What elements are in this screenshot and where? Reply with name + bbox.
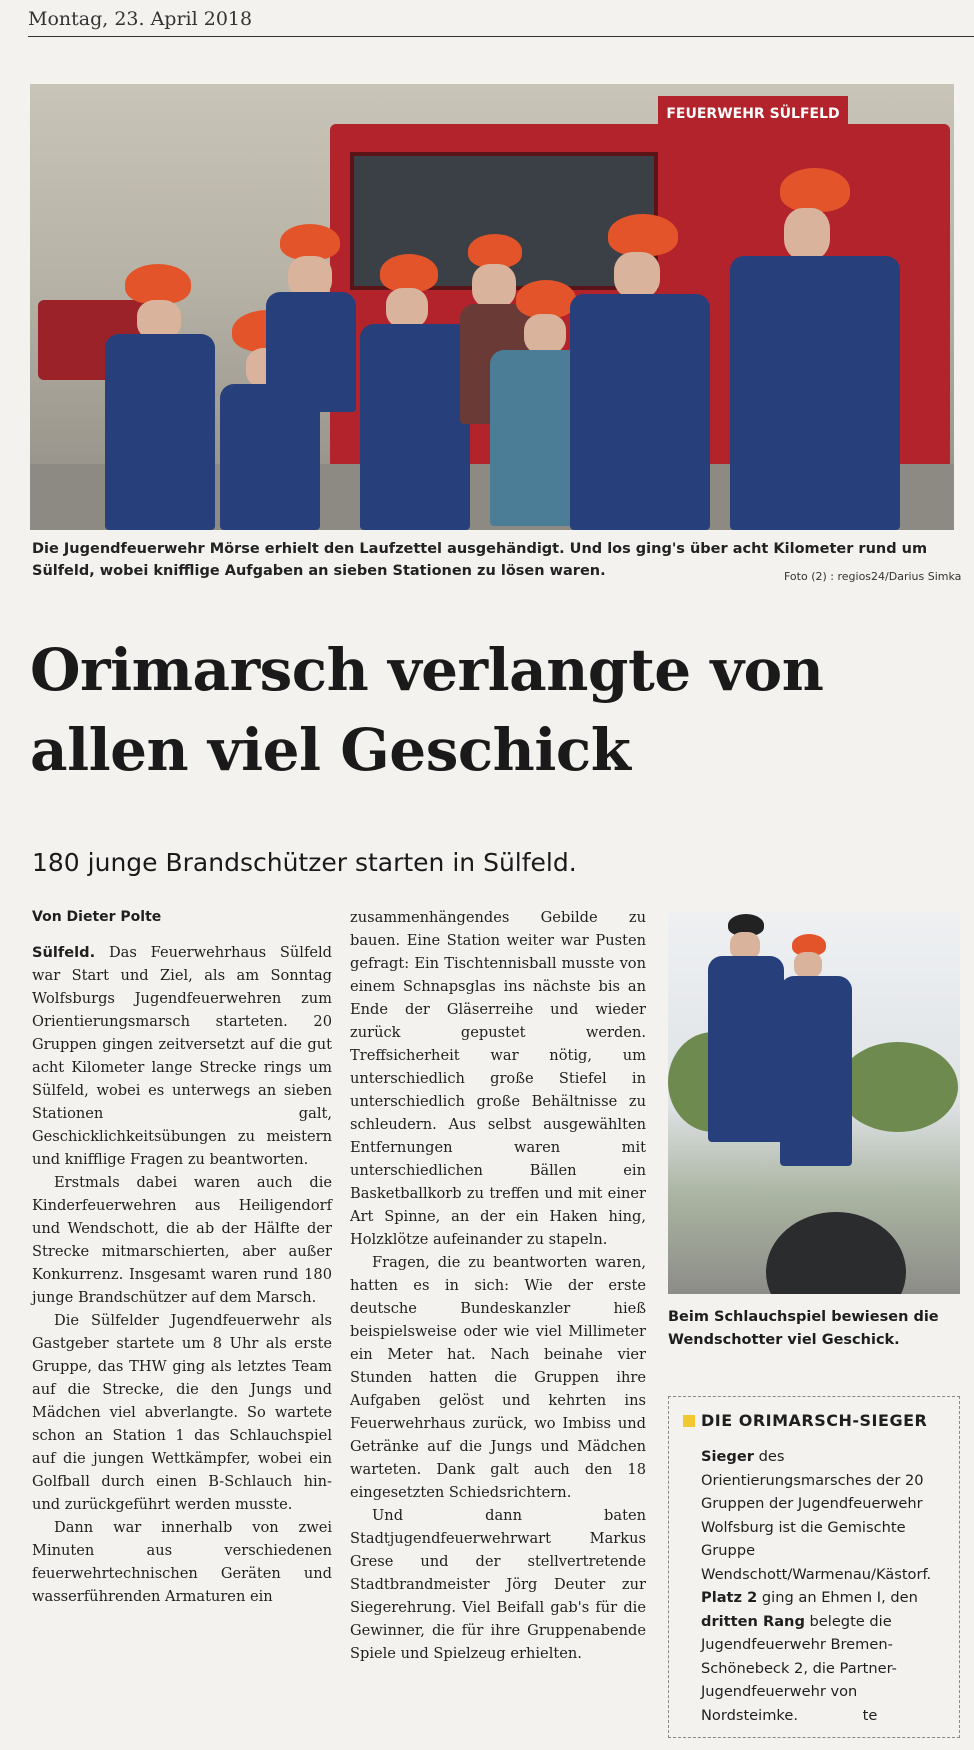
issue-date: Montag, 23. April 2018 (28, 8, 253, 30)
winners-box-title: DIE ORIMARSCH-SIEGER (683, 1411, 927, 1430)
side-photo-caption: Beim Schlauchspiel bewiesen die Wendschotter viel Geschick. (668, 1309, 939, 1348)
winners-box (668, 1396, 960, 1738)
paragraph: Sülfeld. Das Feuerwehrhaus Sülfeld war Start und Ziel, als am Sonntag Wolfsburgs Jugendfeuerwehren zum Orientierungsmarsch starteten. 20 Gruppen gingen zeitversetzt auf die gut acht Kilometer lange Strecke rings um Sülfeld, wobei es unterwegs an sieben Stationen galt, Geschicklichkeitsübungen zu meistern und knifflige Fragen zu beantworten. (32, 944, 333, 1168)
article-column-1 (32, 906, 332, 1608)
tree (838, 1042, 958, 1132)
winners-box-text: Sieger des Orientierungsmarsches der 20 Gruppen der Jugendfeuerwehr Wolfsburg ist die Gemischte Gruppe Wendschott/Warmenau/Kästorf. Platz 2 ging an Ehmen I, den dritten Rang belegte die Jugendfeuerwehr Bremen-Schönebeck 2, die Partner-Jugendfeuerwehr von Nordsteimke. te (701, 1448, 932, 1724)
paragraph: zusammenhängendes Gebilde zu bauen. Eine Station weiter war Pusten gefragt: Ein Tischtennisball musste von einem Schnapsglas ins nächste bis an Ende der Gläserreihe und wieder zurück gepustet werden. Treffsicherheit war nötig, um unterschiedlich große Stiefel in unterschiedlich große Behältnisse zu schleudern. Aus selbst ausgewählten Entfernungen waren mit unterschiedlichen Bällen ein Basketballkorb zu treffen und mit einer Art Spinne, an der ein Haken hing, Holzklötze aufeinander zu stapeln. (350, 909, 646, 1248)
fire-station-sign: FEUERWEHR SÜLFELD (658, 96, 848, 132)
paragraph: Die Sülfelder Jugendfeuerwehr als Gastgeber startete um 8 Uhr als erste Gruppe, das THW ging als letztes Team auf die Strecke, die den Jungs und Mädchen viel abverlangte. So wartete schon an Station 1 das Schlauchspiel auf die jungen Wettkämpfer, wobei ein Golfball durch einen B-Schlauch hin- und zurückgeführt werden musste. (32, 1312, 332, 1513)
side-photo (668, 912, 960, 1294)
photo-credit: Foto (2) : regios24/Darius Simka (784, 570, 962, 583)
article-subhead: 180 junge Brandschützer starten in Sülfeld. (32, 848, 577, 877)
yellow-square-icon (683, 1415, 695, 1427)
hose-nozzle (766, 1212, 906, 1294)
main-photo-caption: Die Jugendfeuerwehr Mörse erhielt den Laufzettel ausgehändigt. Und los ging's über acht Kilometer rund um Sülfeld, wobei knifflige Aufgaben an sieben Stationen zu lösen waren. (32, 541, 928, 579)
dateline: Sülfeld. (32, 944, 96, 961)
paragraph: Dann war innerhalb von zwei Minuten aus verschiedenen feuerwehrtechnischen Geräten und wasserführenden Armaturen ein (32, 1519, 332, 1605)
paragraph: Und dann baten Stadtjugendfeuerwehrwart Markus Grese und der stellvertretende Stadtbrandmeister Jörg Deuter zur Siegerehrung. Viel Beifall gab's für die Gewinner, die für ihre Gruppenabende Spiele und Spielzeug erhielten. (350, 1507, 646, 1662)
article-headline: Orimarsch verlangte von allen viel Geschick (30, 636, 824, 784)
author-initials: te (862, 1706, 878, 1724)
byline: Von Dieter Polte (32, 909, 162, 925)
article-column-2 (350, 906, 646, 1665)
main-photo (30, 84, 954, 530)
paragraph: Fragen, die zu beantworten waren, hatten es in sich: Wie der erste deutsche Bundeskanzler hieß beispielsweise oder wie viel Millimeter ein Meter hat. Nach beinahe vier Stunden hatten die Gruppen ihre Aufgaben gelöst und kehrten ins Feuerwehrhaus zurück, wo Imbiss und Getränke auf die Jungs und Mädchen warteten. Dank galt auch den 18 eingesetzten Schiedsrichtern. (350, 1254, 646, 1501)
page-header (28, 8, 974, 37)
paragraph: Erstmals dabei waren auch die Kinderfeuerwehren aus Heiligendorf und Wendschott, die ab der Hälfte der Strecke mitmarschierten, aber außer Konkurrenz. Insgesamt waren rund 180 junge Brandschützer auf dem Marsch. (32, 1174, 332, 1306)
